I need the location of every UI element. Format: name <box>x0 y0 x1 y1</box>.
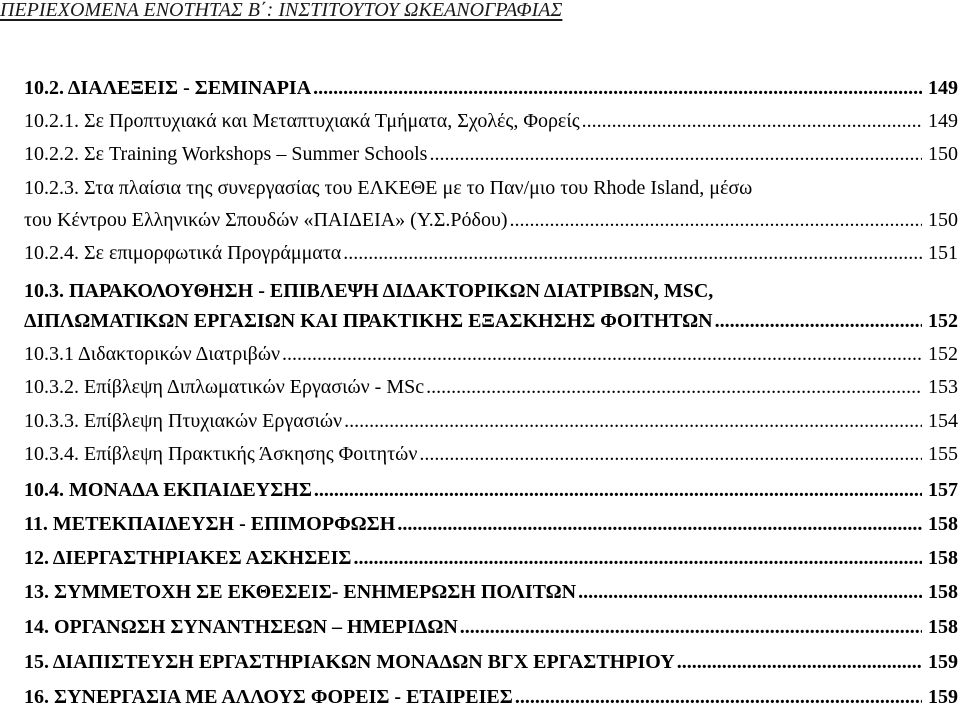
toc-entry-label-continuation: του Κέντρου Ελληνικών Σπουδών «ΠΑΙΔΕΙΑ» (Υ.Σ.Ρόδου) <box>24 209 508 231</box>
toc-entry[interactable] <box>24 76 958 100</box>
toc-entry[interactable] <box>24 142 958 166</box>
toc-dot-leader <box>715 309 922 333</box>
toc-dot-leader <box>582 109 922 133</box>
toc-entry-page: 158 <box>928 581 958 603</box>
toc-entry-first-line[interactable] <box>24 176 958 200</box>
toc-entry-label: 10.2. ΔΙΑΛΕΞΕΙΣ - ΣΕΜΙΝΑΡΙΑ <box>24 77 312 99</box>
toc-entry-label: 10.2.2. Σε Training Workshops – Summer Schools <box>24 143 428 165</box>
toc-entry-page: 158 <box>928 616 958 638</box>
toc-entry-label: 11. ΜΕΤΕΚΠΑΙΔΕΥΣΗ - ΕΠΙΜΟΡΦΩΣΗ <box>24 513 396 535</box>
toc-entry-page: 152 <box>928 310 958 332</box>
toc-entry-label: 10.2.1. Σε Προπτυχιακά και Μεταπτυχιακά Τμήματα, Σχολές, Φορείς <box>24 110 580 132</box>
toc-entry-page: 149 <box>928 77 958 99</box>
toc-entry-label: 10.3.1 Διδακτορικών Διατριβών <box>24 343 281 365</box>
toc-dot-leader <box>510 208 922 232</box>
toc-dot-leader <box>515 685 922 709</box>
toc-dot-leader <box>343 241 922 265</box>
toc-entry[interactable] <box>24 375 958 399</box>
toc-dot-leader <box>397 512 922 536</box>
toc-entry[interactable] <box>24 409 958 433</box>
toc-entry-first-line[interactable] <box>24 279 958 303</box>
toc-entry-label: 14. ΟΡΓΑΝΩΣΗ ΣΥΝΑΝΤΗΣΕΩΝ – ΗΜΕΡΙΔΩΝ <box>24 616 458 638</box>
toc-entry-label: 10.3. ΠΑΡΑΚΟΛΟΥΘΗΣΗ - ΕΠΙΒΛΕΨΗ ΔΙΔΑΚΤΟΡΙΚΩΝ ΔΙΑΤΡΙΒΩΝ, MSC, <box>24 280 714 302</box>
toc-dot-leader <box>460 615 922 639</box>
toc-entry-label: 10.3.2. Επίβλεψη Διπλωματικών Εργασιών - MSc <box>24 376 425 398</box>
toc-entry[interactable] <box>24 512 958 536</box>
toc-entry[interactable] <box>24 309 958 333</box>
toc-entry-label-continuation: ΔΙΠΛΩΜΑΤΙΚΩΝ ΕΡΓΑΣΙΩΝ ΚΑΙ ΠΡΑΚΤΙΚΗΣ ΕΞΑΣΚΗΣΗΣ ΦΟΙΤΗΤΩΝ <box>24 310 713 332</box>
toc-entry[interactable] <box>24 241 958 265</box>
toc-entry-page: 149 <box>928 110 958 132</box>
toc-entry-page: 152 <box>928 343 958 365</box>
toc-entry-label: 10.2.3. Στα πλαίσια της συνεργασίας του ΕΛΚΕΘΕ με το Παν/μιο του Rhode Island, μέσω <box>24 177 753 199</box>
toc-dot-leader <box>354 546 923 570</box>
toc-entry[interactable] <box>24 580 958 604</box>
toc-entry[interactable] <box>24 546 958 570</box>
toc-entry-label: 16. ΣΥΝΕΡΓΑΣΙΑ ΜΕ ΑΛΛΟΥΣ ΦΟΡΕΙΣ - ΕΤΑΙΡΕΙΕΣ <box>24 686 513 708</box>
toc-entry[interactable] <box>24 615 958 639</box>
toc-entry-page: 153 <box>928 376 958 398</box>
toc-entry[interactable] <box>24 650 958 674</box>
toc-entry-label: 13. ΣΥΜΜΕΤΟΧΗ ΣΕ ΕΚΘΕΣΕΙΣ- ΕΝΗΜΕΡΩΣΗ ΠΟΛΙΤΩΝ <box>24 581 577 603</box>
toc-entry-label: 10.3.3. Επίβλεψη Πτυχιακών Εργασιών <box>24 410 343 432</box>
toc-entry-label: 12. ΔΙΕΡΓΑΣΤΗΡΙΑΚΕΣ ΑΣΚΗΣΕΙΣ <box>24 547 352 569</box>
toc-entry-page: 159 <box>928 686 958 708</box>
toc-entry-page: 155 <box>928 443 958 465</box>
toc-entry-page: 150 <box>928 209 958 231</box>
toc-dot-leader <box>282 342 922 366</box>
toc-entry[interactable] <box>24 685 958 709</box>
toc-entry[interactable] <box>24 342 958 366</box>
toc-dot-leader <box>578 580 922 604</box>
toc-entry[interactable] <box>24 208 958 232</box>
toc-entry[interactable] <box>24 109 958 133</box>
toc-entry-label: 10.2.4. Σε επιμορφωτικά Προγράμματα <box>24 242 342 264</box>
toc-dot-leader <box>344 409 922 433</box>
page-header <box>0 0 960 24</box>
toc-entry-page: 154 <box>928 410 958 432</box>
toc-entry-label: 10.3.4. Επίβλεψη Πρακτικής Άσκησης Φοιτητών <box>24 443 418 465</box>
toc-entry-page: 151 <box>928 242 958 264</box>
toc-entry-page: 159 <box>928 651 958 673</box>
toc-dot-leader <box>313 76 922 100</box>
toc-entry-label: 10.4. ΜΟΝΑΔΑ ΕΚΠΑΙΔΕΥΣΗΣ <box>24 479 312 501</box>
toc-entry-label: 15. ΔΙΑΠΙΣΤΕΥΣΗ ΕΡΓΑΣΤΗΡΙΑΚΩΝ ΜΟΝΑΔΩΝ ΒΓΧ ΕΡΓΑΣΤΗΡΙΟΥ <box>24 651 675 673</box>
toc-entry-page: 157 <box>928 479 958 501</box>
toc-dot-leader <box>677 650 922 674</box>
toc-dot-leader <box>314 478 922 502</box>
toc-entry-page: 158 <box>928 513 958 535</box>
toc-entry-page: 158 <box>928 547 958 569</box>
page-header-title: ΠΕΡΙΕΧΟΜΕΝΑ ΕΝΟΤΗΤΑΣ Β΄: ΙΝΣΤΙΤΟΥΤΟΥ ΩΚΕΑΝΟΓΡΑΦΙΑΣ <box>0 0 563 21</box>
toc-dot-leader <box>429 142 922 166</box>
toc-dot-leader <box>426 375 922 399</box>
toc-entry[interactable] <box>24 442 958 466</box>
toc-dot-leader <box>419 442 922 466</box>
toc-entry[interactable] <box>24 478 958 502</box>
toc-entry-page: 150 <box>928 143 958 165</box>
